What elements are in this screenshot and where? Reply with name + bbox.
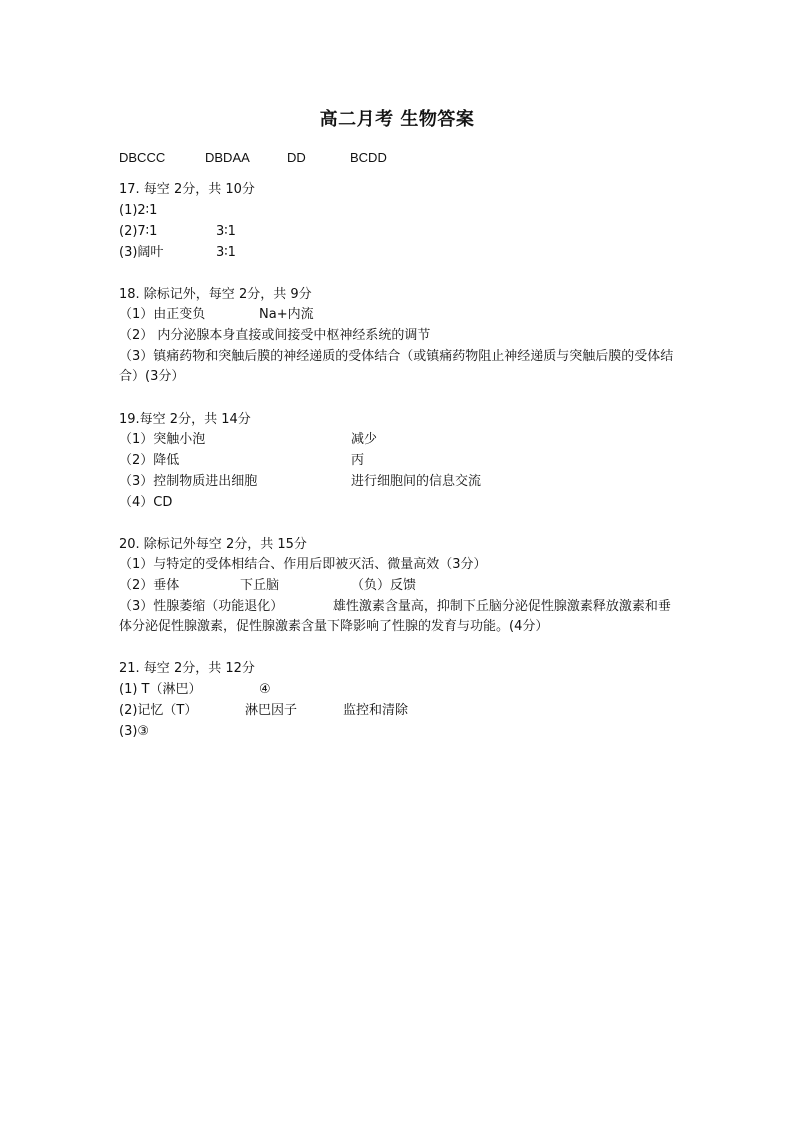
choice-group-1: DBCCC xyxy=(119,150,166,165)
q19-line-2 xyxy=(119,451,365,471)
q21-line-2-b: 淋巴因子 xyxy=(245,703,298,718)
q21-line-1-a: (1) T（淋巴） xyxy=(119,682,202,697)
choice-group-2: DBDAA xyxy=(205,150,250,165)
q20-header: 20. 除标记外每空 2分，共 15分 xyxy=(119,537,307,552)
q18-line-1-a: （1）由正变负 xyxy=(119,307,206,322)
q18-line-3: （3）镇痛药物和突触后膜的神经递质的受体结合（或镇痛药物阻止神经递质与突触后膜的受体结合）(3分） xyxy=(119,349,674,384)
q19-line-1-b: 减少 xyxy=(351,432,378,447)
q21-header: 21. 每空 2分，共 12分 xyxy=(119,661,255,676)
q19-line-1-a: （1）突触小泡 xyxy=(119,432,206,447)
q17-line-3 xyxy=(119,243,236,263)
q21-line-2-a: (2)记忆（T） xyxy=(119,703,198,718)
q20-line-2-a: （2）垂体 xyxy=(119,578,180,593)
q17-line-2 xyxy=(119,222,236,242)
q20-line-2-c: （负）反馈 xyxy=(351,578,417,593)
q17-line-3-a: (3)阔叶 xyxy=(119,245,164,260)
q19-line-2-a: （2）降低 xyxy=(119,453,180,468)
q20-line-1: （1）与特定的受体相结合、作用后即被灭活、微量高效（3分） xyxy=(119,557,487,572)
q21-line-3: (3)③ xyxy=(119,724,150,739)
page-title: 高二月考 生物答案 xyxy=(319,109,475,130)
q19-line-4: （4）CD xyxy=(119,495,173,510)
q21-line-1-b: ④ xyxy=(259,682,271,697)
q17-line-2-b: 3∶1 xyxy=(216,224,236,239)
q20-line-3: （3）性腺萎缩（功能退化） 雄性激素含量高，抑制下丘脑分泌促性腺激素释放激素和垂体分泌促性腺激素，促性腺激素含量下降影响了性腺的发育与功能。(4分） xyxy=(119,599,671,634)
q18-line-2: （2） 内分泌腺本身直接或间接受中枢神经系统的调节 xyxy=(119,328,431,343)
q20-line-2 xyxy=(119,576,417,596)
q17-line-1: (1)2∶1 xyxy=(119,203,158,218)
q17-line-3-b: 3∶1 xyxy=(216,245,236,260)
q21-line-1 xyxy=(119,680,271,700)
q21-line-2 xyxy=(119,701,409,721)
q21-line-2-c: 监控和清除 xyxy=(343,703,409,718)
q19-line-3-b: 进行细胞间的信息交流 xyxy=(351,474,482,489)
q18-line-1-b: Na+内流 xyxy=(259,307,314,322)
q18-header: 18. 除标记外，每空 2分，共 9分 xyxy=(119,287,312,302)
q17-line-2-a: (2)7∶1 xyxy=(119,224,158,239)
q19-line-3 xyxy=(119,472,482,492)
q19-header: 19.每空 2分，共 14分 xyxy=(119,412,251,427)
q19-line-2-b: 丙 xyxy=(351,453,365,468)
q18-line-1 xyxy=(119,305,314,325)
q17-header: 17. 每空 2分，共 10分 xyxy=(119,182,255,197)
choice-group-3: DD xyxy=(287,150,306,165)
choice-group-4: BCDD xyxy=(350,150,387,165)
q20-line-2-b: 下丘脑 xyxy=(240,578,280,593)
q19-line-1 xyxy=(119,430,378,450)
q19-line-3-a: （3）控制物质进出细胞 xyxy=(119,474,258,489)
